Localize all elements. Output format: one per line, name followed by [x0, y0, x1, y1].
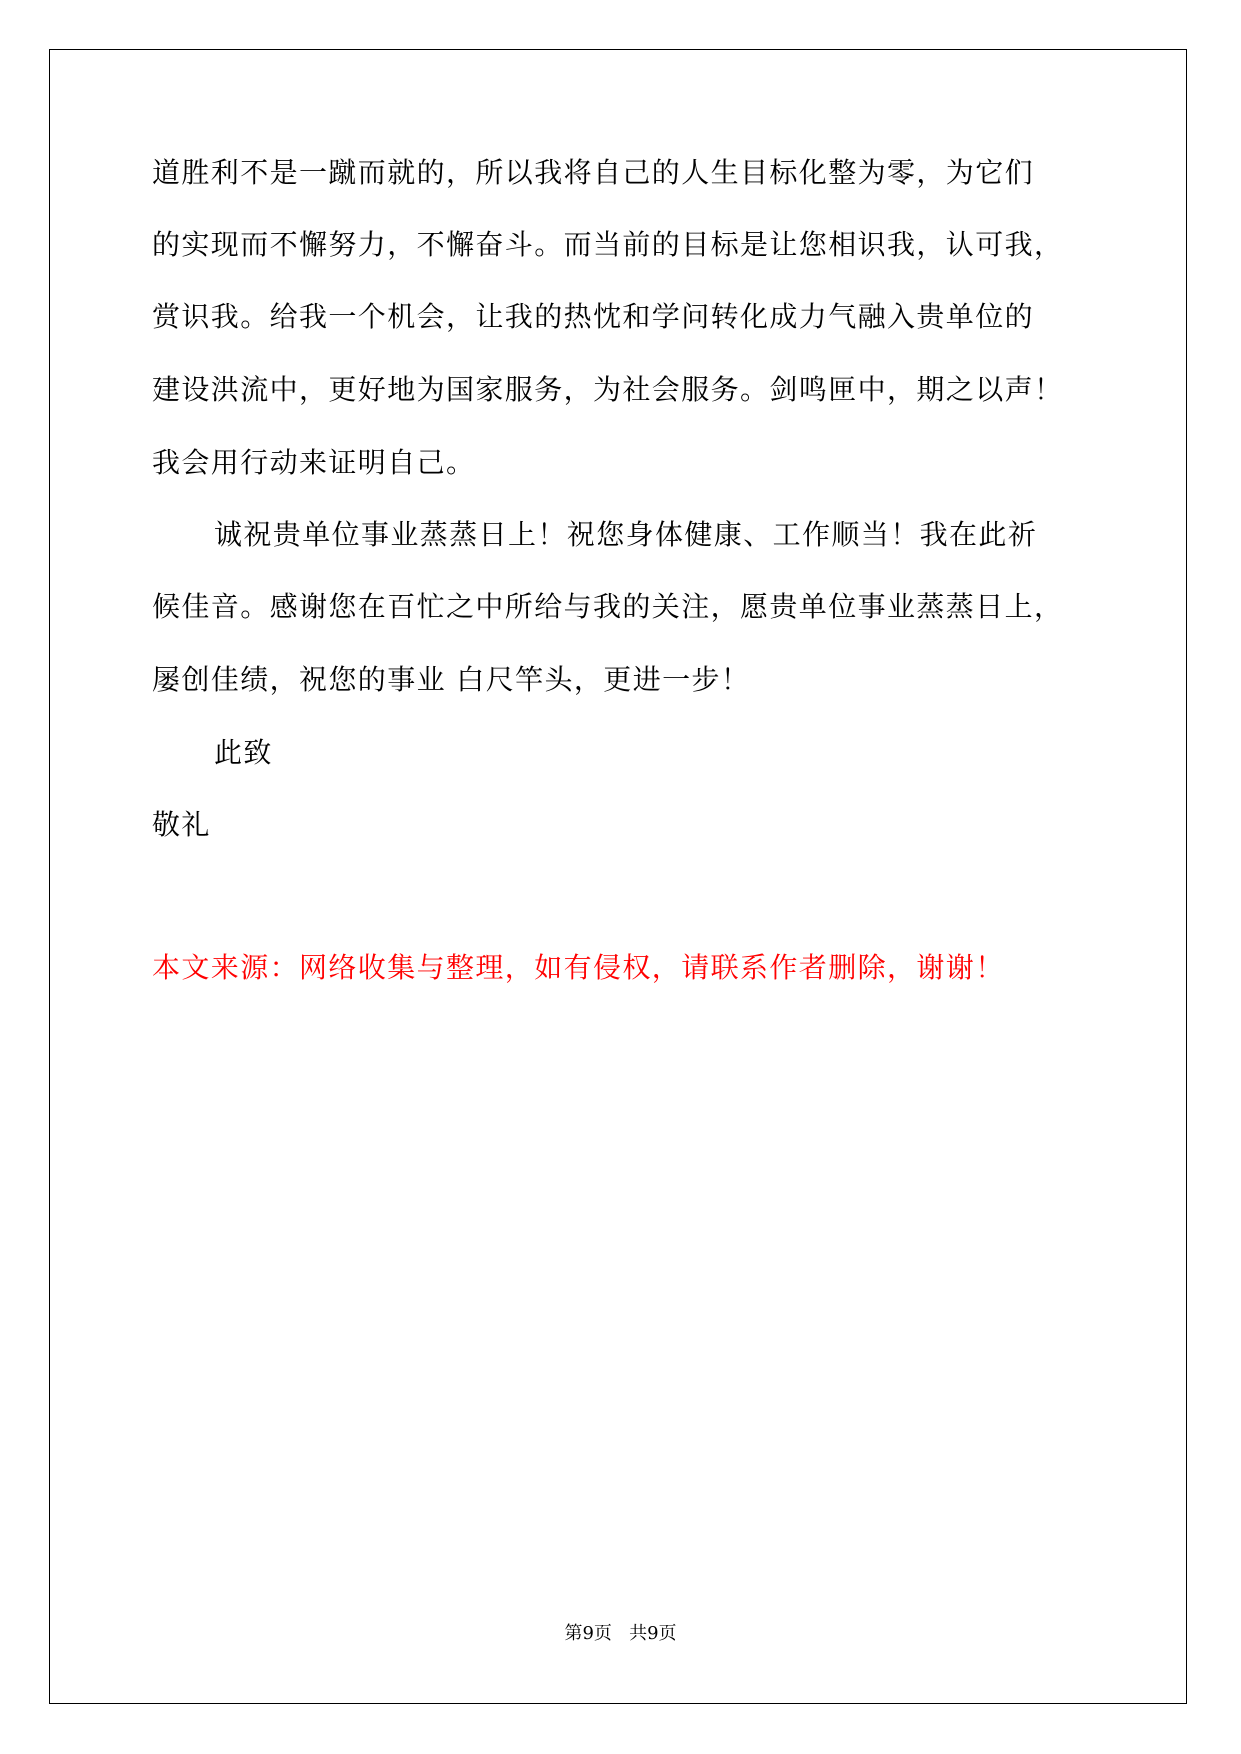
total-label-suffix: 页: [658, 1623, 677, 1644]
total-page-number: 9: [647, 1623, 659, 1644]
body-line-1: 道胜利不是一蹴而就的，所以我将自己的人生目标化整为零，为它们: [152, 156, 1035, 189]
page-label-suffix: 页: [593, 1623, 612, 1644]
source-note: 本文来源：网络收集与整理，如有侵权，请联系作者删除，谢谢！: [152, 951, 1005, 984]
page-footer: [0, 1622, 1241, 1646]
body-line-4: 建设洪流中，更好地为国家服务，为社会服务。剑鸣匣中，期之以声！: [152, 373, 1064, 406]
body-line-7: 候佳音。感谢您在百忙之中所给与我的关注，愿贵单位事业蒸蒸日上，: [152, 590, 1064, 623]
body-line-2: 的实现而不懈努力，不懈奋斗。而当前的目标是让您相识我，认可我，: [152, 228, 1064, 261]
current-page-number: 9: [582, 1623, 594, 1644]
body-line-6: 诚祝贵单位事业蒸蒸日上！祝您身体健康、工作顺当！我在此祈: [214, 518, 1038, 551]
closing-salutation: 此致: [214, 736, 273, 769]
page-label-prefix: 第: [564, 1623, 583, 1644]
closing-regards: 敬礼: [152, 808, 211, 841]
page-border: [49, 49, 1187, 1704]
body-line-5: 我会用行动来证明自己。: [152, 446, 476, 479]
body-line-8: 屡创佳绩，祝您的事业 白尺竿头，更进一步！: [152, 663, 751, 696]
total-label-prefix: 共: [629, 1623, 648, 1644]
body-line-3: 赏识我。给我一个机会，让我的热忱和学问转化成力气融入贵单位的: [152, 300, 1035, 333]
